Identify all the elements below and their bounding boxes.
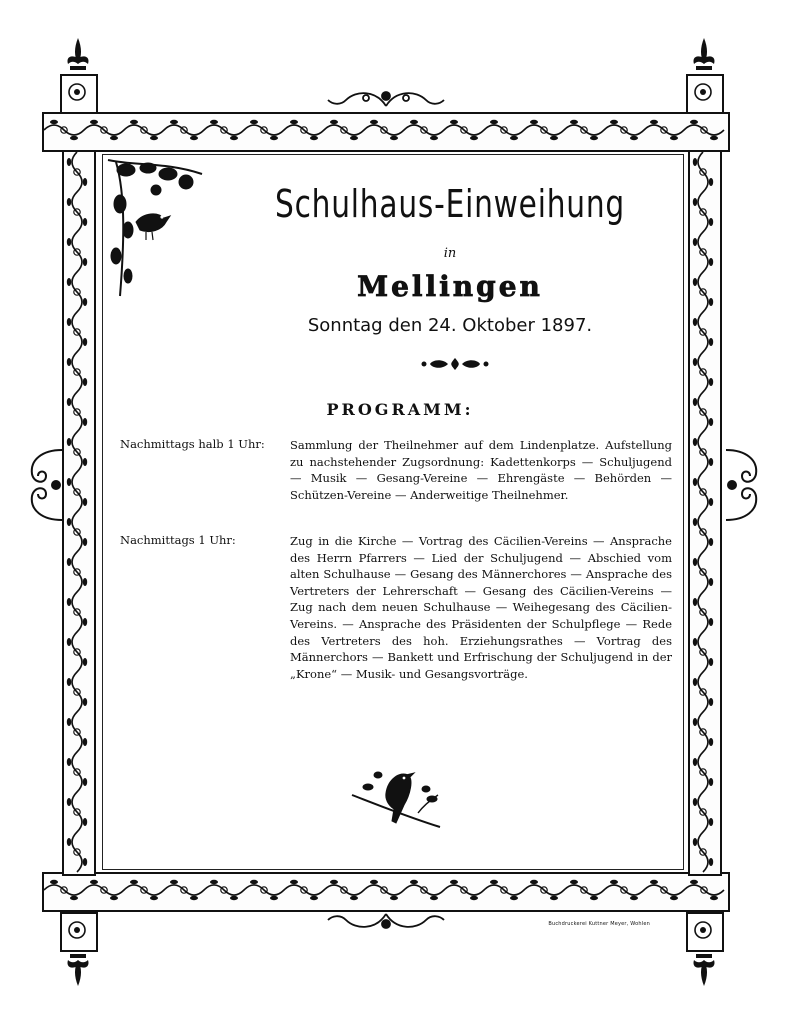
divider-ornament-icon bbox=[420, 356, 490, 372]
printer-imprint: Buchdruckerei Kuttner Meyer, Wohlen bbox=[548, 921, 650, 927]
event-date: Sonntag den 24. Oktober 1897. bbox=[307, 315, 593, 336]
program-heading: PROGRAMM: bbox=[326, 400, 474, 419]
program-time: Nachmittags 1 Uhr: bbox=[120, 533, 236, 547]
preposition: in bbox=[443, 246, 457, 261]
town-name: Mellingen bbox=[357, 270, 543, 303]
program-description: Sammlung der Theilnehmer auf dem Lindenplatze. Aufstellung zu nachstehender Zugsordnung: Kadettenkorps — Schuljugend — Musik — Gesang-Vereine — Ehrengäste — Behörden — Schützen-Vereine — Anderweitige Theilnehmer. bbox=[290, 438, 672, 502]
program-time: Nachmittags halb 1 Uhr: bbox=[120, 437, 265, 451]
program-description: Zug in die Kirche — Vortrag des Cäcilien-Vereins — Ansprache des Herrn Pfarrers — Lied der Schuljugend — Abschied vom alten Schulhause — Gesang des Männerchores — Ansprache des Vertreters der Lehrerschaft — Gesang des Cäcilien-Vereins — Zug nach dem neuen Schulhause — Weihegesang des Cäcilien-Vereins. — Ansprache des Präsidenten der Schulpflege — Rede des Vertreters des hoh. Erziehungsrathes — Vortrag des Männerchors — Bankett und Erfrischung der Schuljugend in der „Krone“ — Musik- und Gesangsvorträge. bbox=[290, 534, 672, 681]
document-title: Schulhaus-Einweihung bbox=[274, 182, 626, 226]
